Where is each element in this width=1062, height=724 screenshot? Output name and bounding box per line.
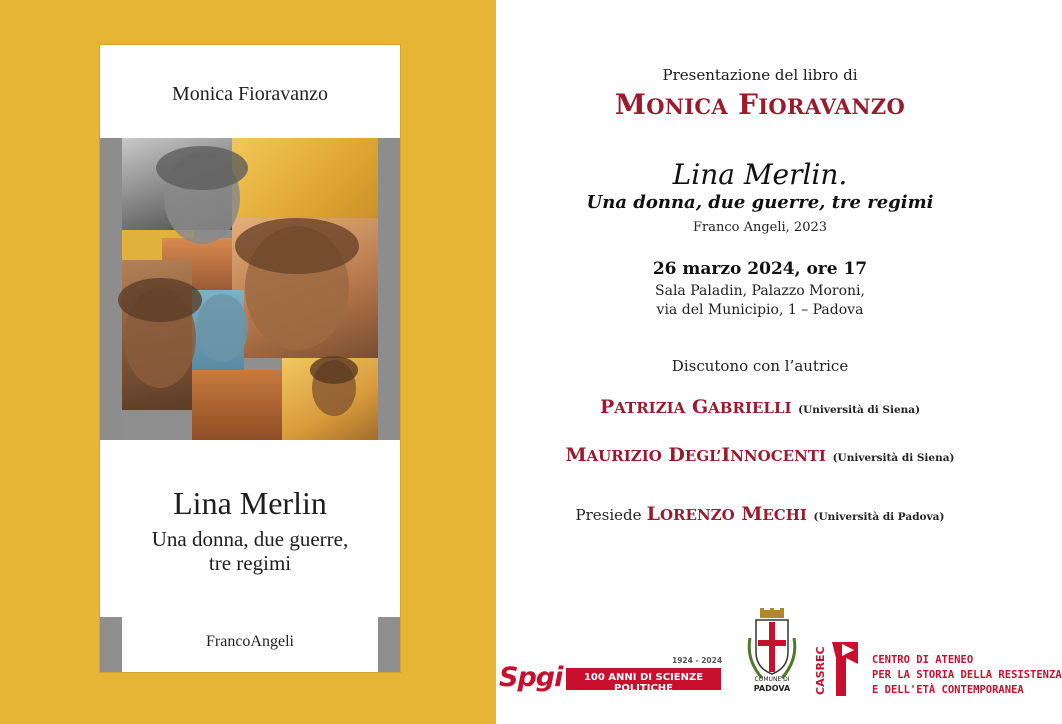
- event-venue-line-2: via del Municipio, 1 – Padova: [656, 302, 864, 318]
- event-book-title: Lina Merlin.: [672, 158, 848, 191]
- book-cover-subtitle-1: Una donna, due guerre,: [151, 527, 349, 551]
- book-cover-subtitle-2: tre regimi: [208, 551, 292, 575]
- cover-artwork: [100, 138, 400, 440]
- sponsor-logos: [496, 600, 1062, 710]
- book-cover: [100, 45, 400, 672]
- speaker-1-affiliation: (Università di Siena): [798, 404, 921, 416]
- casrec-text-line-1: CENTRO DI ATENEO: [872, 654, 974, 666]
- discussants-intro: Discutono con l’autrice: [671, 357, 849, 375]
- spgi-logo: Spgi: [499, 662, 563, 693]
- left-panel: [0, 0, 496, 724]
- spgi-years: 1924 - 2024: [672, 656, 723, 665]
- event-book-subtitle: Una donna, due guerre, tre regimi: [586, 192, 934, 213]
- sculpture-faces-illustration: [122, 138, 378, 440]
- spgi-banner: 100 ANNI DI SCIENZE POLITICHE: [566, 668, 721, 690]
- comune-name: PADOVA: [753, 684, 791, 693]
- event-author-name: MONICA FIORAVANZO: [614, 88, 906, 121]
- book-cover-author: Monica Fioravanzo: [171, 83, 329, 105]
- event-venue-line-1: Sala Paladin, Palazzo Moroni,: [655, 283, 865, 299]
- book-cover-publisher: FrancoAngeli: [206, 633, 294, 650]
- speaker-2-affiliation: (Università di Siena): [832, 452, 955, 464]
- speaker-1-name: PATRIZIA GABRIELLI: [599, 396, 792, 418]
- casrec-text-line-2: PER LA STORIA DELLA RESISTENZA: [872, 669, 1062, 681]
- casrec-wordmark: CASREC: [814, 646, 827, 696]
- chair-name: LORENZO MECHI: [646, 503, 807, 525]
- book-cover-title: Lina Merlin: [173, 485, 327, 521]
- presentation-intro: Presentazione del libro di: [662, 66, 858, 84]
- chair: [496, 503, 1024, 525]
- event-date: 26 marzo 2024, ore 17: [652, 259, 868, 279]
- speaker-2: [496, 444, 1024, 466]
- speaker-1: [496, 396, 1024, 418]
- casrec-text-line-3: E DELL'ETÀ CONTEMPORANEA: [872, 684, 1024, 696]
- speaker-2-name: MAURIZIO DEGL’INNOCENTI: [565, 444, 826, 466]
- chair-affiliation: (Università di Padova): [813, 511, 945, 523]
- event-publisher-year: Franco Angeli, 2023: [692, 220, 828, 235]
- book-cover-footer: [100, 617, 400, 672]
- chair-label: Presiede: [575, 506, 642, 524]
- event-details: [496, 0, 1062, 724]
- comune-label: COMUNE DI: [754, 676, 790, 683]
